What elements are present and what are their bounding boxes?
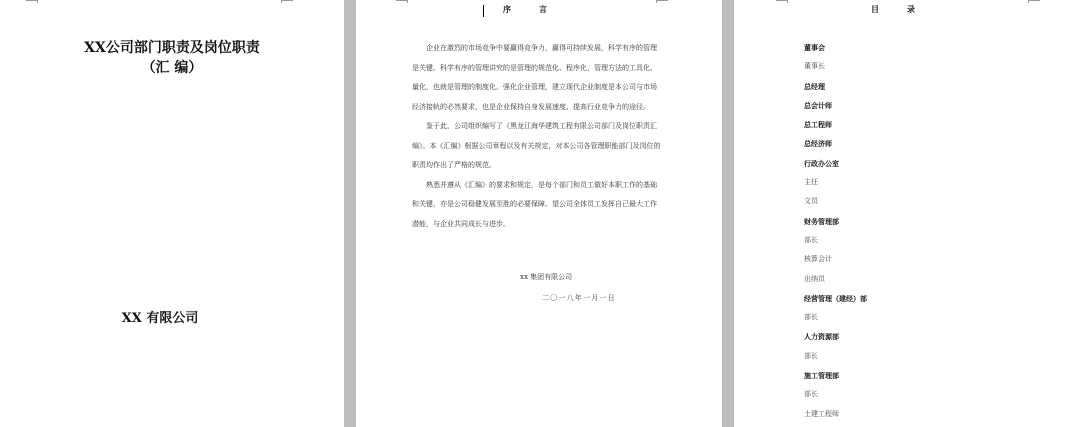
cover-title-line2: （汇 编） (141, 60, 203, 76)
toc-item-position[interactable]: 部长 (804, 351, 818, 360)
preface-heading (356, 4, 722, 15)
text-cursor (483, 5, 484, 17)
preface-date: 二〇一八年一月一日 (542, 294, 616, 302)
toc-item-position[interactable]: 部长 (804, 313, 818, 322)
cover-page (0, 0, 344, 427)
toc-item-department[interactable]: 施工管理部 (804, 371, 839, 381)
toc-item-position[interactable]: 董事长 (804, 62, 825, 71)
preface-heading-text: 序言 (503, 4, 575, 14)
crop-mark (656, 0, 657, 3)
preface-page (356, 0, 722, 427)
toc-item-department[interactable]: 总会计师 (804, 100, 832, 110)
toc-item-position[interactable]: 主任 (804, 178, 818, 187)
preface-paragraph: 企业在激烈的市场竞争中要赢得竞争力，赢得可持续发展，科学有序的管理是关键。科学有序的管理讲究的是管理的规范化、程序化，管理方法的工具化、量化，也就是管理的制度化。强化企业管理，建立现代企业制度是本公司与市场经济接轨的必然要求，也是企业保持自身发展速度、提高行业竞争力的途径。 (412, 44, 657, 111)
preface-paragraph: 熟悉并遵从《汇编》的要求和规定，是每个部门和员工做好本职工作的基础和关键，亦是公司稳健发展至胜的必要保障。望公司全体员工发挥自己最大工作潜能，与企业共同成长与进步。 (412, 180, 657, 228)
toc-item-position[interactable]: 核算会计 (804, 255, 832, 264)
toc-item-department[interactable]: 人力资源部 (804, 332, 839, 342)
crop-mark (407, 0, 408, 3)
crop-mark (656, 0, 668, 1)
toc-page (734, 0, 1080, 427)
crop-mark (787, 0, 788, 3)
toc-item-position[interactable]: 部长 (804, 235, 818, 244)
cover-company-name: XX 有限公司 (121, 311, 199, 326)
crop-mark (37, 0, 38, 3)
crop-mark (1028, 0, 1029, 3)
toc-item-department[interactable]: 行政办公室 (804, 158, 839, 168)
toc-item-department[interactable]: 董事会 (804, 43, 825, 52)
toc-item-position[interactable]: 出纳员 (804, 274, 825, 283)
toc-item-department[interactable]: 经营管理（建经）部 (804, 293, 867, 303)
toc-item-position[interactable]: 土建工程师 (804, 409, 839, 418)
preface-body (412, 39, 662, 234)
toc-heading: 目录 (871, 4, 943, 14)
preface-paragraph: 鉴于此，公司组织编写了《黑龙江海华建筑工程有限公司部门及岗位职责汇编》。本《汇编》根据公司章程以及有关规定，对本公司各管理职能部门及岗位的职责均作出了严格的规范。 (412, 122, 661, 169)
toc-item-department[interactable]: 总经理 (804, 81, 825, 91)
preface-signature: xx 集团有限公司 (520, 273, 573, 281)
toc-item-department[interactable]: 财务管理部 (804, 216, 839, 226)
cover-title (0, 38, 344, 78)
page-gap (344, 0, 356, 427)
toc-item-department[interactable]: 总工程师 (804, 120, 832, 130)
crop-mark (281, 0, 293, 1)
toc-item-position[interactable]: 文员 (804, 197, 818, 206)
toc-item-position[interactable]: 部长 (804, 390, 818, 399)
toc-item-department[interactable]: 总经济师 (804, 139, 832, 149)
crop-mark (1028, 0, 1040, 1)
crop-mark (281, 0, 282, 3)
cover-title-line1: XX公司部门职责及岗位职责 (84, 40, 260, 56)
toc-list (804, 38, 867, 424)
page-gap (722, 0, 734, 427)
